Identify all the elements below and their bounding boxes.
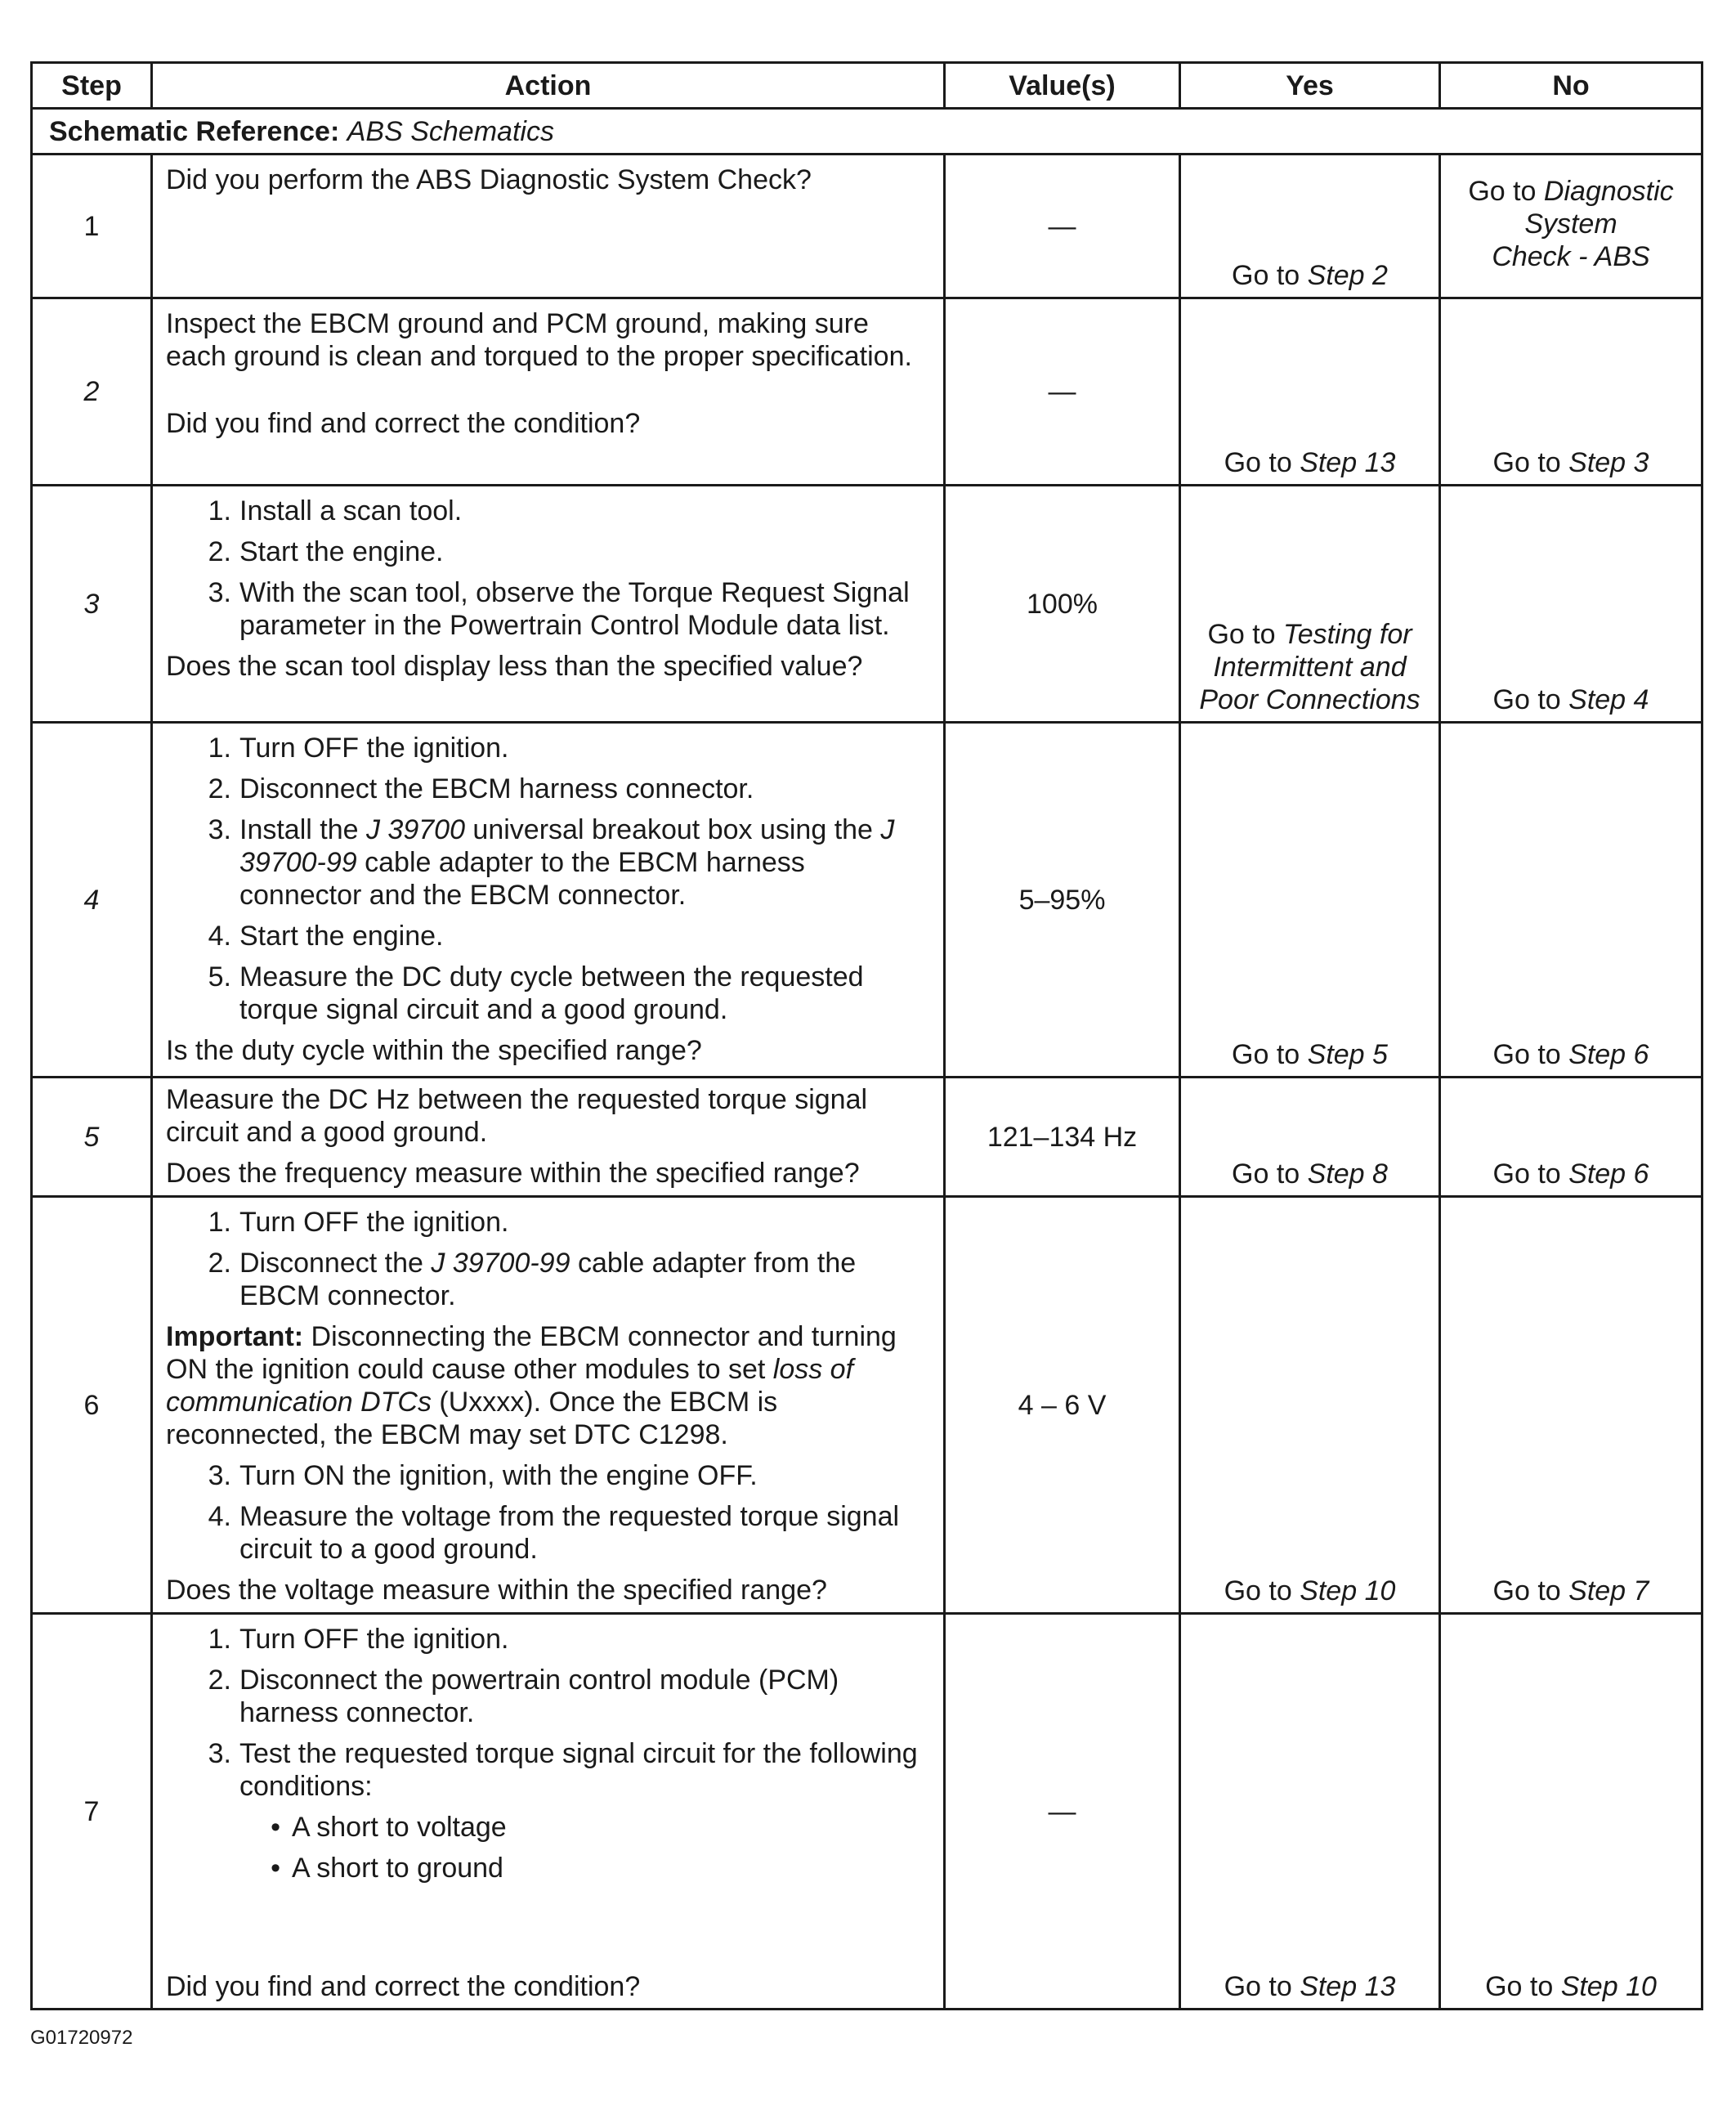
- no-link[interactable]: Step 6: [1568, 1158, 1649, 1190]
- action-cell: [152, 298, 945, 486]
- table-row: [32, 486, 1702, 723]
- no-prefix: Go to: [1492, 1039, 1569, 1070]
- figure-id: G01720972: [30, 2027, 133, 2049]
- table-row: [32, 723, 1702, 1078]
- table-row: [32, 298, 1702, 486]
- yes-cell: [1180, 486, 1440, 723]
- header-step: Step: [32, 63, 152, 109]
- action-question: Is the duty cycle within the specified range?: [166, 1035, 702, 1066]
- header-action: Action: [152, 63, 945, 109]
- no-link[interactable]: Go to Diagnostic System Check - ABS: [1446, 175, 1696, 273]
- yes-cell: [1180, 723, 1440, 1078]
- step-number: 5: [32, 1078, 152, 1197]
- list-item: 3. Install the J 39700 universal breakout box using the J 39700-99 cable adapter to the EBCM harness connector and the EBCM connector.: [208, 814, 895, 911]
- no-cell: [1440, 155, 1702, 298]
- yes-link[interactable]: Step 5: [1307, 1039, 1388, 1070]
- yes-prefix: Go to: [1232, 1158, 1308, 1190]
- yes-link-line: Poor Connections: [1199, 684, 1421, 715]
- yes-cell: [1180, 1078, 1440, 1197]
- important-note: Important: Disconnecting the EBCM connector and turning ON the ignition could cause other modules to set loss of communication DTCs (Uxxxx). Once the EBCM is reconnected, the EBCM may set DTC C1298.: [166, 1321, 897, 1450]
- no-cell: [1440, 1197, 1702, 1614]
- step-number: 1: [32, 155, 152, 298]
- table-row: [32, 1614, 1702, 2010]
- value-cell: 121–134 Hz: [945, 1078, 1180, 1197]
- bullet-item: • A short to voltage: [271, 1812, 507, 1843]
- no-prefix: Go to: [1492, 684, 1569, 715]
- list-item: 2. Disconnect the EBCM harness connector.: [208, 773, 754, 804]
- list-item: 1. Turn OFF the ignition.: [208, 733, 509, 764]
- yes-link[interactable]: Step 13: [1300, 447, 1396, 478]
- action-cell: [152, 1197, 945, 1614]
- no-cell: [1440, 1078, 1702, 1197]
- yes-link[interactable]: Step 10: [1300, 1575, 1396, 1606]
- step-number: 7: [32, 1614, 152, 2010]
- value-cell: —: [945, 298, 1180, 486]
- no-prefix: Go to: [1492, 447, 1569, 478]
- no-link[interactable]: Step 6: [1568, 1039, 1649, 1070]
- header-values: Value(s): [945, 63, 1180, 109]
- yes-prefix: Go to: [1224, 447, 1300, 478]
- yes-cell: [1180, 298, 1440, 486]
- no-link[interactable]: Step 7: [1568, 1575, 1649, 1606]
- yes-prefix: Go to: [1224, 1971, 1300, 2002]
- table-row: [32, 1078, 1702, 1197]
- value-cell: —: [945, 1614, 1180, 2010]
- yes-cell: [1180, 155, 1440, 298]
- action-text: Did you perform the ABS Diagnostic System Check?: [166, 164, 812, 195]
- list-item: 3. Turn ON the ignition, with the engine OFF.: [208, 1460, 758, 1491]
- no-prefix: Go to: [1492, 1158, 1569, 1190]
- step-number: 6: [32, 1197, 152, 1614]
- no-prefix: Go to: [1485, 1971, 1561, 2002]
- list-item: 1. Turn OFF the ignition.: [208, 1624, 509, 1655]
- action-cell: [152, 155, 945, 298]
- list-item: 3. With the scan tool, observe the Torque Request Signal parameter in the Powertrain Control Module data list.: [208, 577, 910, 641]
- no-link-line: System: [1524, 208, 1617, 240]
- action-text: Inspect the EBCM ground and PCM ground, making sure each ground is clean and torqued to the proper specification.: [166, 308, 912, 372]
- yes-prefix: Go to: [1232, 260, 1308, 291]
- bullet-item: • A short to ground: [271, 1853, 503, 1884]
- header-row: [32, 63, 1702, 109]
- step-number: 3: [32, 486, 152, 723]
- list-item: 1. Turn OFF the ignition.: [208, 1207, 509, 1238]
- yes-prefix: Go to: [1224, 1575, 1300, 1606]
- action-cell: [152, 1078, 945, 1197]
- yes-link[interactable]: Step 13: [1300, 1971, 1396, 2002]
- no-prefix: Go to: [1492, 1575, 1569, 1606]
- schematic-reference: [32, 109, 1702, 155]
- step-number: 4: [32, 723, 152, 1078]
- value-cell: 5–95%: [945, 723, 1180, 1078]
- action-question: Does the voltage measure within the specified range?: [166, 1575, 827, 1606]
- action-cell: [152, 723, 945, 1078]
- yes-prefix: Go to: [1232, 1039, 1308, 1070]
- header-yes: Yes: [1180, 63, 1440, 109]
- schematic-reference-label: Schematic Reference:: [49, 115, 340, 147]
- list-item: 2. Disconnect the powertrain control module (PCM) harness connector.: [208, 1665, 839, 1728]
- yes-link-line: Intermittent and: [1213, 652, 1407, 683]
- action-question: Did you find and correct the condition?: [166, 408, 641, 439]
- no-cell: [1440, 298, 1702, 486]
- yes-link[interactable]: Step 2: [1307, 260, 1388, 291]
- no-cell: [1440, 486, 1702, 723]
- list-item: 4. Start the engine.: [208, 921, 444, 952]
- list-item: 2. Start the engine.: [208, 536, 444, 567]
- list-item: 3. Test the requested torque signal circuit for the following conditions:: [208, 1738, 918, 1802]
- value-cell: 100%: [945, 486, 1180, 723]
- no-cell: [1440, 1614, 1702, 2010]
- header-no: No: [1440, 63, 1702, 109]
- yes-link[interactable]: Step 8: [1307, 1158, 1388, 1190]
- action-question: Does the frequency measure within the specified range?: [166, 1158, 860, 1189]
- list-item: 1. Install a scan tool.: [208, 495, 463, 526]
- no-link-line: Check - ABS: [1492, 240, 1650, 272]
- yes-link[interactable]: Go to Testing for Intermittent and Poor Connections: [1186, 618, 1434, 716]
- table-row: [32, 1197, 1702, 1614]
- value-cell: —: [945, 155, 1180, 298]
- yes-cell: [1180, 1197, 1440, 1614]
- list-item: 5. Measure the DC duty cycle between the requested torque signal circuit and a good ground.: [208, 961, 864, 1025]
- schematic-reference-row: [32, 109, 1702, 155]
- list-item: 4. Measure the voltage from the requested torque signal circuit to a good ground.: [208, 1501, 900, 1565]
- no-cell: [1440, 723, 1702, 1078]
- action-cell: [152, 486, 945, 723]
- step-number: 2: [32, 298, 152, 486]
- action-text: Measure the DC Hz between the requested torque signal circuit and a good ground.: [166, 1084, 868, 1148]
- action-question: Does the scan tool display less than the specified value?: [166, 651, 863, 682]
- action-question: Did you find and correct the condition?: [166, 1971, 641, 2002]
- value-cell: 4 – 6 V: [945, 1197, 1180, 1614]
- action-cell: [152, 1614, 945, 2010]
- no-link[interactable]: Step 10: [1560, 1971, 1657, 2002]
- no-link[interactable]: Step 3: [1568, 447, 1649, 478]
- yes-cell: [1180, 1614, 1440, 2010]
- diagnostic-table: [30, 61, 1703, 2010]
- list-item: 2. Disconnect the J 39700-99 cable adapter from the EBCM connector.: [208, 1248, 857, 1311]
- no-link[interactable]: Step 4: [1568, 684, 1649, 715]
- schematic-reference-value: ABS Schematics: [347, 115, 554, 147]
- table-row: [32, 155, 1702, 298]
